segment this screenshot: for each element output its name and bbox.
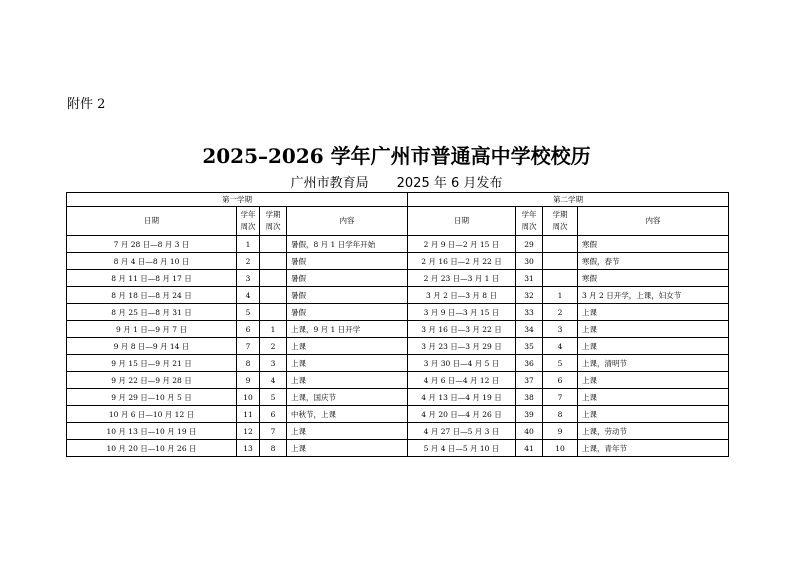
date-cell: 9 月 1 日—9 月 7 日 [67,321,237,338]
content-cell: 上课 [578,406,729,423]
term-week-cell [543,270,578,287]
date-cell: 2 月 9 日—2 月 15 日 [408,236,516,253]
date-cell: 9 月 29 日—10 月 5 日 [67,389,237,406]
term-week-cell [260,270,287,287]
school-week-cell: 29 [516,236,543,253]
content-cell: 寒假 [578,236,729,253]
term-week-cell: 1 [543,287,578,304]
publish-date: 2025 年 6 月发布 [396,176,503,191]
issuer: 广州市教育局 [290,176,369,191]
date-cell: 3 月 16 日—3 月 22 日 [408,321,516,338]
table-row [67,236,729,253]
school-calendar-table [66,192,729,457]
date-cell: 10 月 6 日—10 月 12 日 [67,406,237,423]
term-week-cell [260,304,287,321]
term-week-cell [260,236,287,253]
semester-2-header: 第二学期 [408,193,729,207]
table-row [67,253,729,270]
date-cell: 2 月 23 日—3 月 1 日 [408,270,516,287]
content-cell: 上课 [287,423,408,440]
content-cell: 上课 [578,338,729,355]
date-header: 日期 [67,207,237,236]
school-week-cell: 33 [516,304,543,321]
content-header: 内容 [578,207,729,236]
school-week-cell: 6 [237,321,260,338]
date-cell: 10 月 20 日—10 月 26 日 [67,440,237,457]
term-week-cell: 10 [543,440,578,457]
date-header: 日期 [408,207,516,236]
school-week-cell: 40 [516,423,543,440]
table-row [67,389,729,406]
content-cell: 寒假，春节 [578,253,729,270]
content-cell: 暑假 [287,253,408,270]
date-cell: 4 月 13 日—4 月 19 日 [408,389,516,406]
term-week-cell: 2 [543,304,578,321]
school-week-cell: 39 [516,406,543,423]
school-week-cell: 31 [516,270,543,287]
table-row [67,321,729,338]
content-header: 内容 [287,207,408,236]
table-row [67,287,729,304]
content-cell: 上课 [578,372,729,389]
date-cell: 9 月 22 日—9 月 28 日 [67,372,237,389]
term-week-cell: 1 [260,321,287,338]
content-cell: 上课，清明节 [578,355,729,372]
term-week-cell: 8 [260,440,287,457]
document-title: 2025–2026 学年广州市普通高中学校校历 [202,144,591,168]
issuer-line [0,172,793,191]
attachment-label: 附件 2 [67,97,106,112]
semester-header-row [67,193,729,207]
school-week-cell: 1 [237,236,260,253]
content-cell: 上课 [287,372,408,389]
term-week-cell: 3 [260,355,287,372]
term-week-cell: 4 [260,372,287,389]
content-cell: 暑假 [287,287,408,304]
term-week-cell: 4 [543,338,578,355]
school-week-cell: 8 [237,355,260,372]
content-cell: 上课 [287,440,408,457]
term-week-header: 学期 周次 [260,207,287,236]
table-row [67,270,729,287]
content-cell: 暑假，8 月 1 日学年开始 [287,236,408,253]
table-row [67,338,729,355]
content-cell: 上课，国庆节 [287,389,408,406]
term-week-cell: 5 [260,389,287,406]
content-cell: 上课 [578,389,729,406]
content-cell: 3 月 2 日开学，上课，妇女节 [578,287,729,304]
term-week-cell: 8 [543,406,578,423]
date-cell: 8 月 11 日—8 月 17 日 [67,270,237,287]
table-row [67,406,729,423]
column-header-row [67,207,729,236]
school-week-header: 学年 周次 [516,207,543,236]
school-week-cell: 34 [516,321,543,338]
school-week-cell: 41 [516,440,543,457]
table-row [67,423,729,440]
school-week-cell: 4 [237,287,260,304]
school-week-cell: 2 [237,253,260,270]
content-cell: 暑假 [287,270,408,287]
school-week-cell: 5 [237,304,260,321]
term-week-cell: 9 [543,423,578,440]
term-week-header: 学期 周次 [543,207,578,236]
school-week-cell: 12 [237,423,260,440]
content-cell: 上课 [287,338,408,355]
school-week-cell: 9 [237,372,260,389]
term-week-cell: 3 [543,321,578,338]
date-cell: 10 月 13 日—10 月 19 日 [67,423,237,440]
content-cell: 上课 [287,355,408,372]
table-row [67,440,729,457]
date-cell: 4 月 6 日—4 月 12 日 [408,372,516,389]
school-week-cell: 32 [516,287,543,304]
school-week-cell: 36 [516,355,543,372]
school-week-cell: 35 [516,338,543,355]
term-week-cell [543,253,578,270]
date-cell: 9 月 15 日—9 月 21 日 [67,355,237,372]
table-row [67,372,729,389]
school-week-cell: 7 [237,338,260,355]
school-week-cell: 3 [237,270,260,287]
table-row [67,304,729,321]
term-week-cell: 5 [543,355,578,372]
term-week-cell: 6 [260,406,287,423]
date-cell: 8 月 4 日—8 月 10 日 [67,253,237,270]
term-week-cell: 7 [260,423,287,440]
date-cell: 3 月 2 日—3 月 8 日 [408,287,516,304]
content-cell: 上课 [578,321,729,338]
content-cell: 寒假 [578,270,729,287]
school-week-cell: 11 [237,406,260,423]
school-week-cell: 38 [516,389,543,406]
content-cell: 上课，青年节 [578,440,729,457]
school-week-cell: 37 [516,372,543,389]
date-cell: 3 月 23 日—3 月 29 日 [408,338,516,355]
term-week-cell [260,287,287,304]
content-cell: 上课，劳动节 [578,423,729,440]
date-cell: 7 月 28 日—8 月 3 日 [67,236,237,253]
term-week-cell: 2 [260,338,287,355]
content-cell: 暑假 [287,304,408,321]
semester-1-header: 第一学期 [67,193,408,207]
term-week-cell [260,253,287,270]
date-cell: 3 月 30 日—4 月 5 日 [408,355,516,372]
date-cell: 8 月 25 日—8 月 31 日 [67,304,237,321]
date-cell: 4 月 27 日—5 月 3 日 [408,423,516,440]
school-week-cell: 10 [237,389,260,406]
table-row [67,355,729,372]
term-week-cell: 6 [543,372,578,389]
term-week-cell: 7 [543,389,578,406]
content-cell: 中秋节，上课 [287,406,408,423]
date-cell: 5 月 4 日—5 月 10 日 [408,440,516,457]
school-week-cell: 13 [237,440,260,457]
date-cell: 4 月 20 日—4 月 26 日 [408,406,516,423]
date-cell: 8 月 18 日—8 月 24 日 [67,287,237,304]
term-week-cell [543,236,578,253]
date-cell: 2 月 16 日—2 月 22 日 [408,253,516,270]
content-cell: 上课，9 月 1 日开学 [287,321,408,338]
content-cell: 上课 [578,304,729,321]
school-week-header: 学年 周次 [237,207,260,236]
school-week-cell: 30 [516,253,543,270]
date-cell: 3 月 9 日—3 月 15 日 [408,304,516,321]
date-cell: 9 月 8 日—9 月 14 日 [67,338,237,355]
